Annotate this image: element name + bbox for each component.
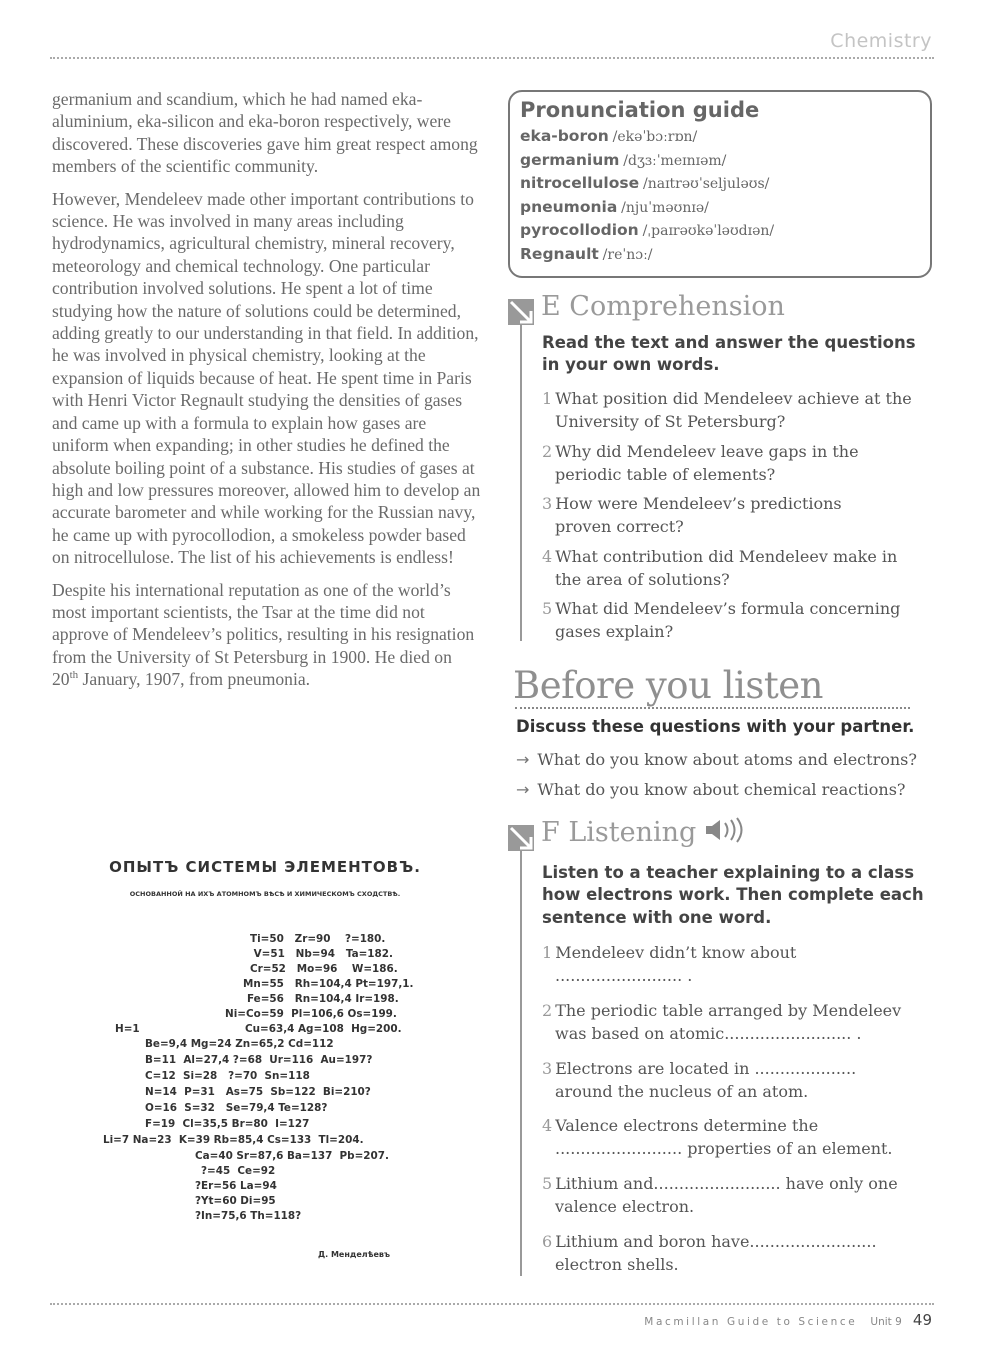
pronunciation-entry — [520, 149, 920, 173]
answer-blank[interactable]: Lithium and......................... have only one — [555, 1174, 898, 1193]
section-heading-text: F Listening — [541, 817, 697, 848]
answer-blank[interactable]: Lithium and boron have......................... — [555, 1232, 877, 1251]
gap-fill-item — [542, 1115, 932, 1160]
listening-section — [508, 817, 938, 1280]
gap-fill-item — [542, 1000, 932, 1045]
before-you-listen-title: Before you listen — [513, 664, 823, 707]
question-text: What position did Mendeleev achieve at the — [555, 389, 912, 408]
table-row: Ni=Co=59 Pl=106,6 Os=199. — [225, 1008, 397, 1020]
table-row: ?Er=56 La=94 — [195, 1180, 277, 1192]
hydrogen-entry: H=1 — [115, 1023, 140, 1035]
table-row: Fe=56 Rn=104,4 Ir=198. — [247, 993, 399, 1005]
paragraph — [52, 579, 482, 691]
table-row: Cr=52 Mo=96 W=186. — [250, 963, 398, 975]
answer-blank[interactable]: ......................... properties of an element. — [555, 1138, 893, 1158]
question-text: proven correct? — [555, 516, 684, 536]
unit-label: Unit 9 — [870, 1316, 902, 1328]
entry-word: nitrocellulose — [520, 174, 640, 193]
gap-fill-item — [542, 942, 932, 987]
entry-ipa: /ekəˈbɔːrɒn/ — [612, 129, 698, 145]
pronunciation-entry — [520, 219, 920, 243]
question-text: Why did Mendeleev leave gaps in the — [555, 442, 859, 461]
ordinal-suffix: th — [69, 669, 79, 682]
table-row: O=16 S=32 Se=79,4 Te=128? — [145, 1102, 328, 1114]
figure-subtitle: ОСНОВАННОЙ НА ИХЪ АТОМНОМЪ ВѢСѢ И ХИМИЧЕСКОМЪ СХОДСТВѢ. — [129, 890, 401, 898]
figure-title: ОПЫТЪ СИСТЕМЫ ЭЛЕМЕНТОВЪ. — [109, 858, 421, 876]
pronunciation-guide-box — [508, 90, 932, 278]
section-instruction: Listen to a teacher explaining to a class how electrons work. Then complete each sentence with one word. — [542, 863, 924, 927]
entry-ipa: /naɪtrəʊˈseljuləʊs/ — [643, 176, 770, 193]
section-rule — [520, 325, 522, 641]
entry-word: pyrocollodion — [520, 221, 639, 240]
question-item — [542, 493, 932, 538]
item-text: valence electron. — [555, 1196, 695, 1216]
arrow-right-icon: → — [516, 780, 530, 799]
page-footer — [644, 1310, 932, 1329]
before-you-listen-instruction: Discuss these questions with your partner. — [516, 717, 915, 736]
title-underline — [515, 707, 910, 709]
page-number: 49 — [912, 1311, 932, 1329]
pronunciation-entry — [520, 196, 920, 220]
table-row: ?=45 Ce=92 — [201, 1165, 276, 1177]
mendeleev-periodic-table-figure — [95, 858, 435, 1278]
question-number: 1 — [542, 389, 553, 408]
entry-word: germanium — [520, 150, 620, 169]
top-divider — [50, 57, 934, 59]
question-text: gases explain? — [555, 621, 674, 641]
audio-speaker-icon[interactable] — [704, 817, 752, 850]
question-text: periodic table of elements? — [555, 464, 776, 484]
table-row: ?Yt=60 Di=95 — [195, 1195, 276, 1207]
item-number: 3 — [542, 1059, 553, 1078]
paragraph-text: January, 1907, from pneumonia. — [78, 669, 311, 690]
question-item — [542, 441, 932, 486]
item-text: electron shells. — [555, 1254, 679, 1274]
discussion-text: What do you know about atoms and electrons? — [537, 750, 917, 769]
question-text: What did Mendeleev’s formula concerning — [555, 599, 901, 618]
pronunciation-guide-title: Pronunciation guide — [520, 98, 760, 122]
gap-fill-item — [542, 1058, 932, 1103]
arrow-right-icon: → — [516, 750, 530, 769]
section-heading — [541, 817, 752, 850]
entry-word: Regnault — [520, 244, 599, 263]
gap-fill-item — [542, 1231, 932, 1276]
item-text: Mendeleev didn’t know about — [555, 943, 797, 962]
pronunciation-entry — [520, 125, 920, 149]
exercise-arrow-icon — [508, 825, 534, 851]
pronunciation-entry — [520, 172, 920, 196]
table-row: Ca=40 Sr=87,6 Ba=137 Pb=207. — [195, 1150, 389, 1162]
signature: Д. Менделѣевъ — [318, 1250, 390, 1259]
question-number: 5 — [542, 599, 553, 618]
bottom-divider — [50, 1303, 934, 1305]
gap-fill-item — [542, 1173, 932, 1218]
book-title: Macmillan Guide to Science — [644, 1316, 858, 1328]
entry-ipa: /ˌpaɪrəʊkəˈləʊdɪən/ — [642, 223, 775, 240]
entry-ipa: /dʒɜːˈmeɪnɪəm/ — [623, 152, 727, 169]
paragraph: germanium and scandium, which he had named eka-aluminium, eka-silicon and eka-boron respectively, were discovered. These discoveries gave him great respect among members of the scientific community. — [52, 89, 478, 177]
item-text: The periodic table arranged by Mendeleev — [555, 1001, 902, 1020]
reading-passage — [52, 88, 482, 701]
answer-blank[interactable]: was based on atomic......................... . — [555, 1023, 862, 1043]
question-item — [542, 546, 932, 591]
item-text: around the nucleus of an atom. — [555, 1081, 809, 1101]
section-instruction: Read the text and answer the questions in your own words. — [542, 333, 916, 375]
question-number: 3 — [542, 494, 553, 513]
paragraph-text: Despite his international reputation as one of the world’s most important scientists, the Tsar at the time did not approve of Mendeleev’s politics, resulting in his resignation from the University of St Petersburg in 1900. He died on 20 — [52, 579, 475, 690]
question-text: University of St Petersburg? — [555, 411, 786, 431]
table-row: B=11 Al=27,4 ?=68 Ur=116 Au=197? — [145, 1054, 373, 1066]
item-number: 1 — [542, 943, 553, 962]
table-row: F=19 Cl=35,5 Br=80 I=127 — [145, 1118, 310, 1130]
table-row: Li=7 Na=23 K=39 Rb=85,4 Cs=133 Tl=204. — [103, 1134, 364, 1146]
question-item — [542, 598, 932, 643]
item-number: 5 — [542, 1174, 553, 1193]
question-text: How were Mendeleev’s predictions — [555, 494, 842, 513]
table-row: V=51 Nb=94 Ta=182. — [250, 948, 393, 960]
section-heading: E Comprehension — [541, 291, 785, 322]
item-number: 6 — [542, 1232, 553, 1251]
running-head-subject: Chemistry — [830, 30, 932, 52]
table-row: ?In=75,6 Th=118? — [195, 1210, 302, 1222]
table-row: Cu=63,4 Ag=108 Hg=200. — [245, 1023, 402, 1035]
table-row: Ti=50 Zr=90 ?=180. — [250, 933, 386, 945]
item-number: 2 — [542, 1001, 553, 1020]
pronunciation-entry — [520, 243, 920, 267]
comprehension-section — [508, 291, 938, 644]
entry-word: eka-boron — [520, 127, 609, 145]
paragraph: However, Mendeleev made other important contributions to science. He was involved in many areas including hydrodynamics, agricultural chemistry, mineral recovery, meteorology and chemical technology. One particular contribution involved solutions. He spent a lot of time studying how the nature of solutions could be determined, adding greatly to our understanding in that field. In addition, he was involved in physical chemistry, looking at the expansion of liquids because of heat. He spent time in Paris with Henri Victor Regnault studying the densities of gases and came up with a formula to explain how gases are uniform when expanding; in other studies he defined the absolute boiling point of a substance. His studies of gases at high and low pressures moreover, allowed him to develop an accurate barometer and while working for the Russian navy, he came up with pyrocollodion, a smokeless powder based on nitrocellulose. The list of his achievements is endless! — [52, 188, 481, 568]
discussion-item — [516, 780, 906, 799]
table-row: Mn=55 Rh=104,4 Pt=197,1. — [243, 978, 414, 990]
question-text: What contribution did Mendeleev make in — [555, 547, 898, 566]
entry-word: pneumonia — [520, 197, 618, 216]
discussion-item — [516, 750, 917, 769]
entry-ipa: /njuˈməʊnɪə/ — [621, 199, 709, 216]
item-number: 4 — [542, 1116, 553, 1135]
question-number: 2 — [542, 442, 553, 461]
table-row: C=12 Si=28 ?=70 Sn=118 — [145, 1070, 310, 1082]
answer-blank[interactable]: Electrons are located in .................... — [555, 1059, 857, 1078]
table-row: N=14 P=31 As=75 Sb=122 Bi=210? — [145, 1086, 371, 1098]
question-item — [542, 388, 932, 433]
section-rule — [520, 851, 522, 1276]
discussion-text: What do you know about chemical reactions? — [537, 780, 906, 799]
entry-ipa: /reˈnɔː/ — [602, 246, 653, 263]
question-text: the area of solutions? — [555, 569, 730, 589]
answer-blank[interactable]: ......................... . — [555, 965, 693, 985]
question-number: 4 — [542, 547, 553, 566]
item-text: Valence electrons determine the — [555, 1116, 819, 1135]
table-row: Be=9,4 Mg=24 Zn=65,2 Cd=112 — [145, 1038, 334, 1050]
exercise-arrow-icon — [508, 299, 534, 325]
